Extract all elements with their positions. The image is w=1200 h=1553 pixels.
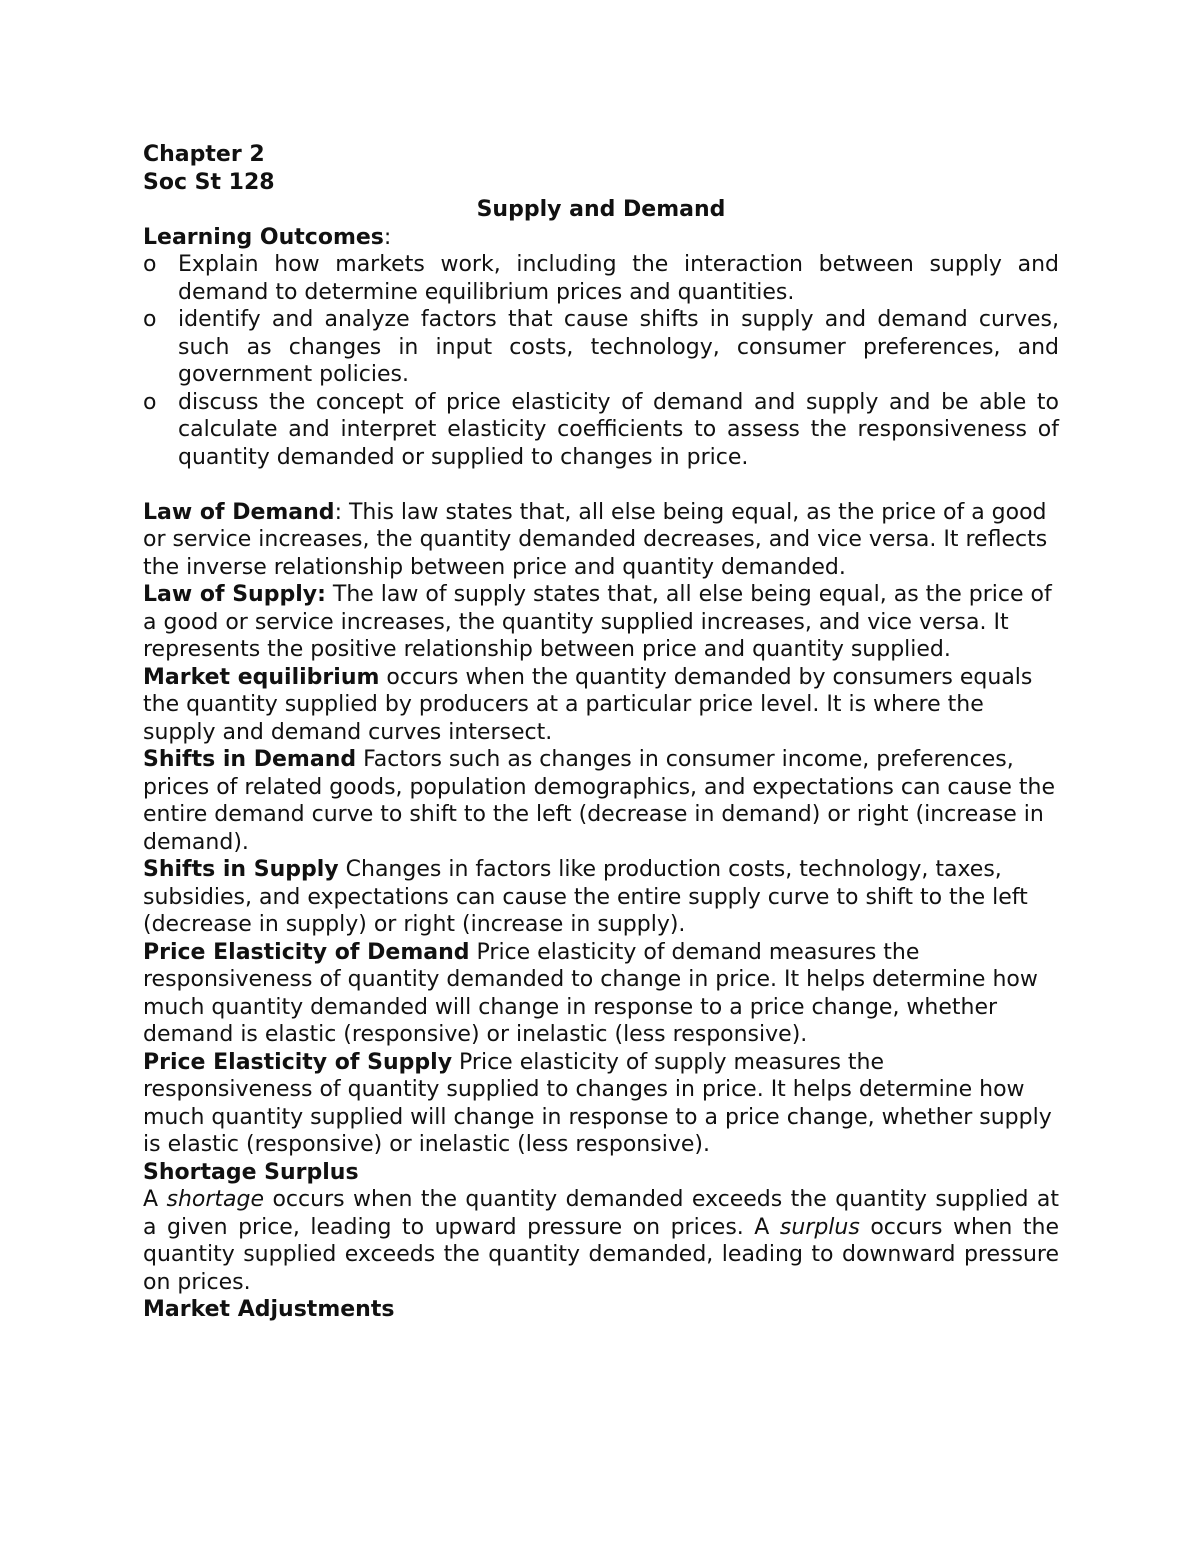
price-elasticity-demand-paragraph: Price Elasticity of Demand Price elasticity of demand measures the responsiveness of quantity demanded to change in price. It helps determine how much quantity demanded will change in response to a price change, whether demand is elastic (responsive) or inelastic (less responsive).	[143, 939, 1038, 1047]
document-title: Supply and Demand	[476, 197, 726, 222]
law-of-demand-paragraph: Law of Demand: This law states that, all else being equal, as the price of a good or service increases, the quantity demanded decreases, and vice versa. It reflects the inverse relationship between price and quantity demanded.	[143, 499, 1048, 580]
learning-outcomes-heading: Learning Outcomes:	[143, 224, 392, 250]
shortage-surplus-heading: Shortage Surplus	[143, 1159, 359, 1185]
price-elasticity-supply-paragraph: Price Elasticity of Supply Price elasticity of supply measures the responsiveness of quantity supplied to changes in price. It helps determine how much quantity supplied will change in response to a price change, whether supply is elastic (responsive) or inelastic (less responsive).	[143, 1049, 1052, 1157]
learning-outcomes-list	[143, 251, 1059, 471]
bullet-icon: o	[143, 389, 157, 415]
document-page	[143, 141, 1059, 1324]
shifts-in-demand-paragraph: Shifts in Demand Factors such as changes in consumer income, preferences, prices of related goods, population demographics, and expectations can cause the entire demand curve to shift to the left (decrease in demand) or right (increase in demand).	[143, 747, 1056, 855]
chapter-label: Chapter 2	[143, 142, 265, 167]
bullet-icon: o	[143, 252, 157, 277]
paragraph-spacer	[143, 471, 1059, 499]
course-code: Soc St 128	[143, 169, 275, 195]
bullet-icon: o	[143, 307, 157, 332]
shifts-in-supply-paragraph: Shifts in Supply Changes in factors like production costs, technology, taxes, subsidies, and expectations can cause the entire supply curve to shift to the left (decrease in supply) or right (increase in supply).	[143, 857, 1028, 937]
law-of-supply-paragraph: Law of Supply: The law of supply states that, all else being equal, as the price of a good or service increases, the quantity supplied increases, and vice versa. It represents the positive relationship between price and quantity supplied.	[143, 582, 1052, 662]
market-adjustments-heading: Market Adjustments	[143, 1297, 395, 1322]
market-equilibrium-paragraph: Market equilibrium occurs when the quantity demanded by consumers equals the quantity supplied by producers at a particular price level. It is where the supply and demand curves intersect.	[143, 664, 1033, 745]
list-item: o Explain how markets work, including the interaction between supply and demand to determine equilibrium prices and quantities.	[143, 252, 1059, 305]
list-item: o discuss the concept of price elasticity of demand and supply and be able to calculate and interpret elasticity coefficients to assess the responsiveness of quantity demanded or supplied to changes in price.	[143, 389, 1059, 470]
list-item: o identify and analyze factors that cause shifts in supply and demand curves, such as changes in input costs, technology, consumer preferences, and government policies.	[143, 307, 1059, 387]
shortage-surplus-paragraph: A shortage occurs when the quantity demanded exceeds the quantity supplied at a given price, leading to upward pressure on prices. A surplus occurs when the quantity supplied exceeds the quantity demanded, leading to downward pressure on prices.	[143, 1187, 1060, 1295]
